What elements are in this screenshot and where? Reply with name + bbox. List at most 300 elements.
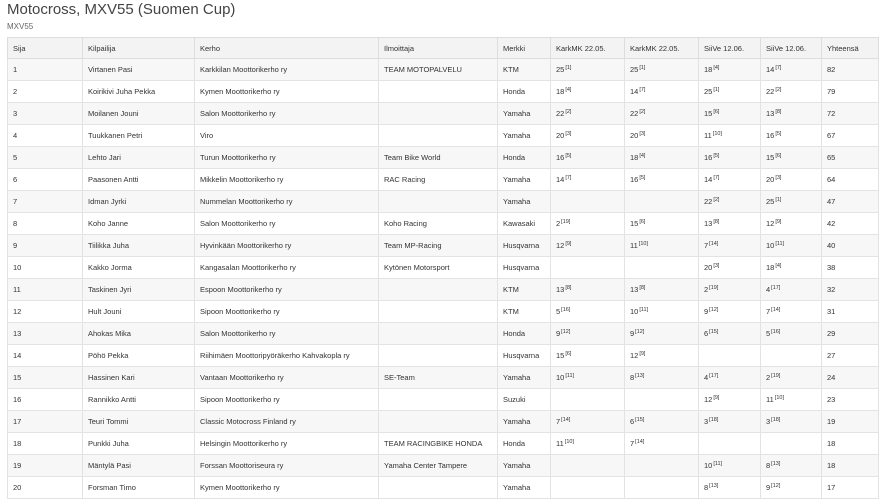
heat-placement: [5]: [775, 130, 782, 137]
heat-placement: [14]: [561, 416, 571, 423]
cell-heat-2: [625, 389, 699, 411]
cell-heat-2: [625, 147, 699, 169]
cell-club: Classic Motocross Finland ry: [195, 411, 379, 433]
table-row: [8, 81, 879, 103]
cell-heat-4: [761, 477, 822, 499]
cell-total: 23: [822, 389, 879, 411]
heat-placement: [3]: [775, 174, 782, 181]
cell-heat-4: [761, 411, 822, 433]
heat-points: 9: [556, 329, 561, 338]
heat-points: 7: [704, 241, 709, 250]
heat-points: 2: [556, 219, 561, 228]
cell-heat-4: [761, 59, 822, 81]
heat-points: 10: [556, 373, 565, 382]
heat-placement: [1]: [713, 86, 720, 93]
heat-placement: [17]: [709, 372, 719, 379]
table-row: [8, 301, 879, 323]
heat-placement: [1]: [565, 64, 572, 71]
heat-placement: [14]: [635, 438, 645, 445]
heat-placement: [7]: [713, 174, 720, 181]
cell-club: Karkkilan Moottorikerho ry: [195, 59, 379, 81]
cell-heat-3: [699, 257, 761, 279]
heat-placement: [6]: [713, 108, 720, 115]
heat-placement: [9]: [565, 240, 572, 247]
heat-placement: [19]: [709, 284, 719, 291]
cell-total: 79: [822, 81, 879, 103]
cell-total: 27: [822, 345, 879, 367]
cell-heat-3: [699, 411, 761, 433]
column-header-entrant[interactable]: Ilmoittaja: [379, 38, 498, 59]
cell-competitor: Tuukkanen Petri: [83, 125, 195, 147]
cell-heat-1: [551, 279, 625, 301]
column-header-position[interactable]: Sija: [8, 38, 83, 59]
cell-heat-3: [699, 433, 761, 455]
cell-heat-2: [625, 213, 699, 235]
heat-placement: [7]: [639, 86, 646, 93]
cell-entrant: [379, 301, 498, 323]
heat-points: 8: [704, 483, 709, 492]
cell-competitor: Mäntylä Pasi: [83, 455, 195, 477]
cell-entrant: [379, 103, 498, 125]
results-table: [7, 37, 879, 499]
heat-points: 15: [556, 351, 565, 360]
cell-brand: KTM: [498, 301, 551, 323]
cell-entrant: RAC Racing: [379, 169, 498, 191]
heat-placement: [6]: [775, 152, 782, 159]
heat-points: 9: [630, 329, 635, 338]
cell-heat-3: [699, 235, 761, 257]
cell-brand: Yamaha: [498, 125, 551, 147]
cell-competitor: Lehto Jari: [83, 147, 195, 169]
cell-heat-2: [625, 81, 699, 103]
cell-brand: KTM: [498, 59, 551, 81]
cell-competitor: Rannikko Antti: [83, 389, 195, 411]
cell-heat-1: [551, 125, 625, 147]
heat-points: 16: [704, 153, 713, 162]
cell-entrant: TEAM MOTOPALVELU: [379, 59, 498, 81]
heat-points: 20: [766, 175, 775, 184]
table-row: [8, 191, 879, 213]
cell-entrant: TEAM RACINGBIKE HONDA: [379, 433, 498, 455]
heat-points: 20: [704, 263, 713, 272]
heat-placement: [2]: [639, 108, 646, 115]
cell-competitor: Taskinen Jyri: [83, 279, 195, 301]
cell-heat-1: [551, 59, 625, 81]
heat-points: 11: [766, 395, 774, 404]
heat-points: 22: [704, 197, 713, 206]
heat-placement: [9]: [775, 218, 782, 225]
cell-heat-4: [761, 103, 822, 125]
table-row: [8, 389, 879, 411]
cell-total: 82: [822, 59, 879, 81]
cell-heat-1: [551, 213, 625, 235]
cell-club: Riihimäen Moottoripyöräkerho Kahvakopla ry: [195, 345, 379, 367]
heat-placement: [12]: [635, 328, 645, 335]
cell-heat-3: [699, 477, 761, 499]
heat-points: 12: [630, 351, 639, 360]
column-header-heat-4[interactable]: SiiVe 12.06.: [761, 38, 822, 59]
heat-placement: [12]: [709, 306, 719, 313]
cell-heat-2: [625, 345, 699, 367]
heat-placement: [17]: [771, 284, 781, 291]
cell-brand: Suzuki: [498, 389, 551, 411]
heat-points: 14: [766, 65, 775, 74]
cell-heat-4: [761, 345, 822, 367]
cell-entrant: [379, 81, 498, 103]
column-header-heat-3[interactable]: SiiVe 12.06.: [699, 38, 761, 59]
cell-heat-2: [625, 257, 699, 279]
cell-heat-1: [551, 367, 625, 389]
cell-heat-3: [699, 279, 761, 301]
cell-club: Sipoon Moottorikerho ry: [195, 389, 379, 411]
cell-heat-4: [761, 367, 822, 389]
cell-entrant: [379, 411, 498, 433]
heat-placement: [9]: [639, 350, 646, 357]
cell-total: 40: [822, 235, 879, 257]
cell-total: 32: [822, 279, 879, 301]
cell-heat-3: [699, 125, 761, 147]
heat-points: 18: [704, 65, 713, 74]
cell-heat-1: [551, 455, 625, 477]
table-row: [8, 125, 879, 147]
cell-brand: Yamaha: [498, 103, 551, 125]
cell-entrant: Kytönen Motorsport: [379, 257, 498, 279]
heat-placement: [5]: [713, 152, 720, 159]
heat-points: 5: [766, 329, 771, 338]
cell-brand: Honda: [498, 433, 551, 455]
heat-points: 12: [704, 395, 713, 404]
cell-club: Forssan Moottoriseura ry: [195, 455, 379, 477]
heat-points: 10: [766, 241, 775, 250]
cell-brand: Husqvarna: [498, 235, 551, 257]
heat-points: 11: [704, 131, 712, 140]
cell-club: Sipoon Moottorikerho ry: [195, 301, 379, 323]
cell-position: 16: [8, 389, 83, 411]
cell-entrant: [379, 389, 498, 411]
cell-entrant: [379, 125, 498, 147]
cell-brand: Kawasaki: [498, 213, 551, 235]
table-header-row: [8, 38, 879, 59]
heat-points: 7: [556, 417, 561, 426]
heat-points: 16: [630, 175, 639, 184]
column-header-club[interactable]: Kerho: [195, 38, 379, 59]
heat-points: 6: [704, 329, 709, 338]
heat-points: 25: [766, 197, 775, 206]
heat-placement: [14]: [771, 306, 781, 313]
heat-points: 3: [766, 417, 771, 426]
cell-position: 5: [8, 147, 83, 169]
heat-points: 22: [766, 87, 775, 96]
cell-heat-1: [551, 477, 625, 499]
cell-competitor: Tiilikka Juha: [83, 235, 195, 257]
cell-heat-3: [699, 59, 761, 81]
cell-club: Salon Moottorikerho ry: [195, 213, 379, 235]
cell-entrant: Yamaha Center Tampere: [379, 455, 498, 477]
column-header-heat-1[interactable]: KarkMK 22.05.: [551, 38, 625, 59]
table-row: [8, 477, 879, 499]
cell-total: 67: [822, 125, 879, 147]
heat-points: 2: [704, 285, 709, 294]
heat-points: 20: [556, 131, 565, 140]
cell-brand: KTM: [498, 279, 551, 301]
heat-placement: [3]: [565, 130, 572, 137]
heat-placement: [2]: [713, 196, 720, 203]
cell-club: Salon Moottorikerho ry: [195, 103, 379, 125]
heat-points: 13: [704, 219, 713, 228]
heat-points: 18: [766, 263, 775, 272]
heat-placement: [15]: [709, 328, 719, 335]
cell-heat-2: [625, 301, 699, 323]
cell-position: 13: [8, 323, 83, 345]
table-row: [8, 59, 879, 81]
cell-entrant: [379, 191, 498, 213]
heat-placement: [11]: [713, 460, 723, 467]
cell-brand: Honda: [498, 323, 551, 345]
heat-placement: [11]: [565, 372, 575, 379]
heat-points: 12: [556, 241, 565, 250]
table-row: [8, 433, 879, 455]
table-row: [8, 345, 879, 367]
heat-placement: [4]: [565, 86, 572, 93]
cell-brand: Husqvarna: [498, 345, 551, 367]
heat-points: 10: [630, 307, 639, 316]
cell-heat-2: [625, 433, 699, 455]
cell-competitor: Hassinen Kari: [83, 367, 195, 389]
cell-total: 19: [822, 411, 879, 433]
heat-placement: [1]: [639, 64, 646, 71]
cell-heat-4: [761, 257, 822, 279]
cell-competitor: Ahokas Mika: [83, 323, 195, 345]
heat-points: 16: [556, 153, 565, 162]
cell-heat-1: [551, 411, 625, 433]
cell-heat-3: [699, 345, 761, 367]
cell-heat-2: [625, 125, 699, 147]
cell-total: 47: [822, 191, 879, 213]
cell-competitor: Virtanen Pasi: [83, 59, 195, 81]
heat-points: 4: [766, 285, 771, 294]
cell-club: Kymen Moottorikerho ry: [195, 81, 379, 103]
heat-points: 7: [630, 439, 635, 448]
table-row: [8, 455, 879, 477]
heat-points: 4: [704, 373, 709, 382]
heat-points: 8: [630, 373, 635, 382]
cell-competitor: Punkki Juha: [83, 433, 195, 455]
cell-heat-4: [761, 191, 822, 213]
heat-placement: [18]: [771, 416, 781, 423]
heat-placement: [15]: [635, 416, 645, 423]
heat-points: 9: [766, 483, 771, 492]
heat-points: 15: [630, 219, 639, 228]
cell-heat-2: [625, 59, 699, 81]
heat-points: 25: [630, 65, 639, 74]
cell-competitor: Forsman Timo: [83, 477, 195, 499]
column-header-heat-2[interactable]: KarkMK 22.05.: [625, 38, 699, 59]
cell-heat-3: [699, 147, 761, 169]
cell-position: 15: [8, 367, 83, 389]
cell-heat-4: [761, 125, 822, 147]
class-label: MXV55: [7, 22, 34, 31]
cell-heat-3: [699, 81, 761, 103]
cell-club: Vantaan Moottorikerho ry: [195, 367, 379, 389]
cell-brand: Yamaha: [498, 477, 551, 499]
heat-placement: [4]: [639, 152, 646, 159]
heat-placement: [7]: [775, 64, 782, 71]
cell-position: 19: [8, 455, 83, 477]
heat-placement: [10]: [564, 438, 574, 445]
cell-total: 24: [822, 367, 879, 389]
cell-heat-3: [699, 213, 761, 235]
heat-points: 20: [630, 131, 639, 140]
cell-total: 18: [822, 433, 879, 455]
cell-heat-3: [699, 455, 761, 477]
table-row: [8, 169, 879, 191]
heat-placement: [13]: [709, 482, 719, 489]
cell-position: 12: [8, 301, 83, 323]
heat-placement: [5]: [565, 152, 572, 159]
cell-heat-1: [551, 389, 625, 411]
cell-brand: Yamaha: [498, 455, 551, 477]
heat-placement: [19]: [561, 218, 571, 225]
cell-heat-1: [551, 257, 625, 279]
table-row: [8, 103, 879, 125]
cell-position: 9: [8, 235, 83, 257]
cell-heat-4: [761, 147, 822, 169]
cell-heat-4: [761, 169, 822, 191]
heat-points: 18: [630, 153, 639, 162]
heat-points: 3: [704, 417, 709, 426]
heat-points: 5: [556, 307, 561, 316]
heat-points: 7: [766, 307, 771, 316]
table-row: [8, 279, 879, 301]
cell-position: 17: [8, 411, 83, 433]
heat-placement: [6]: [639, 218, 646, 225]
heat-placement: [10]: [638, 240, 648, 247]
heat-placement: [1]: [775, 196, 782, 203]
heat-points: 22: [630, 109, 639, 118]
heat-placement: [3]: [713, 262, 720, 269]
cell-heat-2: [625, 169, 699, 191]
cell-heat-4: [761, 81, 822, 103]
heat-points: 16: [766, 131, 775, 140]
cell-club: Turun Moottorikerho ry: [195, 147, 379, 169]
heat-placement: [11]: [775, 240, 785, 247]
cell-heat-2: [625, 279, 699, 301]
cell-heat-3: [699, 191, 761, 213]
page-title: Motocross, MXV55 (Suomen Cup): [7, 1, 236, 18]
heat-points: 13: [630, 285, 639, 294]
cell-position: 11: [8, 279, 83, 301]
cell-competitor: Pöhö Pekka: [83, 345, 195, 367]
cell-competitor: Moilanen Jouni: [83, 103, 195, 125]
table-row: [8, 235, 879, 257]
cell-heat-1: [551, 103, 625, 125]
heat-points: 14: [704, 175, 713, 184]
heat-points: 14: [556, 175, 565, 184]
cell-total: 38: [822, 257, 879, 279]
cell-entrant: Koho Racing: [379, 213, 498, 235]
heat-points: 12: [766, 219, 775, 228]
heat-points: 10: [704, 461, 713, 470]
cell-club: Kymen Moottorikerho ry: [195, 477, 379, 499]
heat-placement: [16]: [771, 328, 781, 335]
heat-placement: [8]: [775, 108, 782, 115]
cell-total: 31: [822, 301, 879, 323]
cell-entrant: Team MP-Racing: [379, 235, 498, 257]
results-table-body: [8, 59, 879, 499]
heat-placement: [4]: [713, 64, 720, 71]
column-header-competitor[interactable]: Kilpailija: [83, 38, 195, 59]
column-header-brand[interactable]: Merkki: [498, 38, 551, 59]
cell-position: 1: [8, 59, 83, 81]
cell-heat-1: [551, 147, 625, 169]
heat-placement: [7]: [565, 174, 572, 181]
cell-heat-2: [625, 235, 699, 257]
table-row: [8, 257, 879, 279]
cell-entrant: [379, 345, 498, 367]
cell-position: 8: [8, 213, 83, 235]
cell-heat-3: [699, 389, 761, 411]
cell-total: 29: [822, 323, 879, 345]
heat-placement: [12]: [771, 482, 781, 489]
heat-points: 25: [556, 65, 565, 74]
cell-heat-3: [699, 323, 761, 345]
heat-placement: [9]: [713, 394, 720, 401]
cell-competitor: Teuri Tommi: [83, 411, 195, 433]
heat-placement: [2]: [775, 86, 782, 93]
heat-placement: [3]: [639, 130, 646, 137]
heat-points: 6: [630, 417, 635, 426]
cell-position: 4: [8, 125, 83, 147]
heat-points: 9: [704, 307, 709, 316]
cell-heat-1: [551, 323, 625, 345]
table-row: [8, 411, 879, 433]
cell-entrant: [379, 477, 498, 499]
cell-heat-4: [761, 213, 822, 235]
cell-heat-2: [625, 477, 699, 499]
cell-heat-3: [699, 169, 761, 191]
cell-heat-2: [625, 455, 699, 477]
cell-brand: Yamaha: [498, 191, 551, 213]
cell-club: Kangasalan Moottorikerho ry: [195, 257, 379, 279]
cell-heat-4: [761, 433, 822, 455]
cell-club: Helsingin Moottorikerho ry: [195, 433, 379, 455]
cell-brand: Honda: [498, 81, 551, 103]
cell-total: 72: [822, 103, 879, 125]
cell-heat-1: [551, 345, 625, 367]
cell-heat-1: [551, 301, 625, 323]
cell-position: 2: [8, 81, 83, 103]
table-row: [8, 367, 879, 389]
cell-competitor: Koirikivi Juha Pekka: [83, 81, 195, 103]
heat-placement: [2]: [565, 108, 572, 115]
cell-competitor: Koho Janne: [83, 213, 195, 235]
heat-points: 18: [556, 87, 565, 96]
cell-heat-1: [551, 191, 625, 213]
cell-position: 3: [8, 103, 83, 125]
heat-placement: [13]: [635, 372, 645, 379]
cell-heat-4: [761, 323, 822, 345]
cell-position: 10: [8, 257, 83, 279]
heat-placement: [8]: [639, 284, 646, 291]
heat-points: 11: [556, 439, 564, 448]
column-header-total[interactable]: Yhteensä: [822, 38, 879, 59]
cell-competitor: Paasonen Antti: [83, 169, 195, 191]
heat-placement: [6]: [565, 350, 572, 357]
table-row: [8, 147, 879, 169]
heat-placement: [11]: [639, 306, 649, 313]
cell-position: 18: [8, 433, 83, 455]
heat-placement: [18]: [709, 416, 719, 423]
